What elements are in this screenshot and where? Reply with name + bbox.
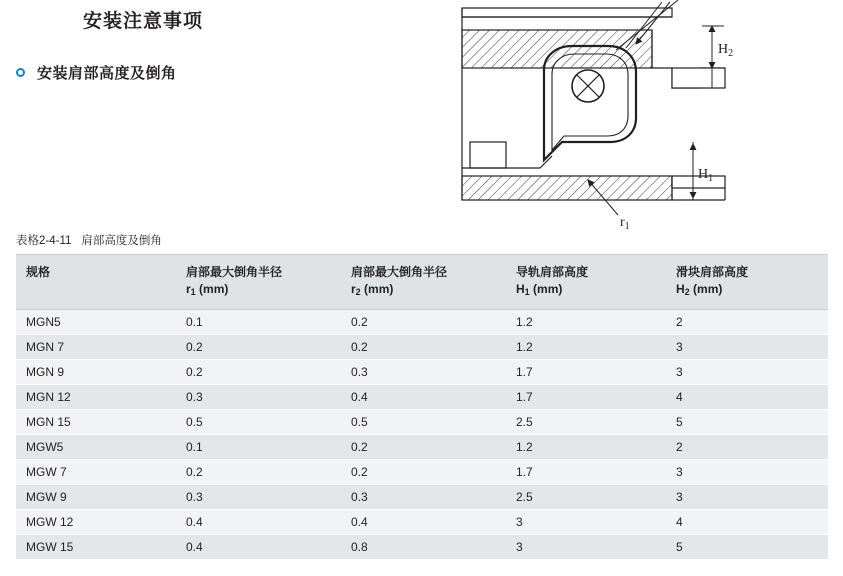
cell-h1: 1.7 <box>506 359 666 384</box>
cell-h1: 3 <box>506 509 666 534</box>
table-caption <box>16 232 162 248</box>
cell-h1: 2.5 <box>506 409 666 434</box>
table-row <box>16 509 828 534</box>
cell-h2: 3 <box>666 459 828 484</box>
table-row <box>16 434 828 459</box>
h2-label: $H_2$ <box>718 42 734 59</box>
cell-h1: 1.2 <box>506 434 666 459</box>
cell-spec: MGN 7 <box>16 334 176 359</box>
cell-h2: 4 <box>666 509 828 534</box>
cell-spec: MGN 12 <box>16 384 176 409</box>
table-row <box>16 409 828 434</box>
section-heading <box>16 62 177 83</box>
cell-spec: MGW 12 <box>16 509 176 534</box>
cell-r1: 0.4 <box>176 509 341 534</box>
cell-h2: 2 <box>666 434 828 459</box>
cell-h2: 5 <box>666 534 828 559</box>
cell-h1: 1.2 <box>506 334 666 359</box>
table-row <box>16 334 828 359</box>
cell-r1: 0.5 <box>176 409 341 434</box>
table-header-row <box>16 255 828 310</box>
cell-h2: 5 <box>666 409 828 434</box>
cell-r2: 0.2 <box>341 309 506 334</box>
table-row <box>16 309 828 334</box>
cell-r2: 0.2 <box>341 334 506 359</box>
cell-r1: 0.2 <box>176 334 341 359</box>
cell-h2: 3 <box>666 359 828 384</box>
cell-r2: 0.3 <box>341 359 506 384</box>
cell-r1: 0.2 <box>176 459 341 484</box>
table-caption-id: 表格2-4-11 <box>16 235 72 247</box>
table-row <box>16 484 828 509</box>
cell-h2: 3 <box>666 484 828 509</box>
cell-r2: 0.5 <box>341 409 506 434</box>
cell-h2: 4 <box>666 384 828 409</box>
page-title: 安装注意事项 <box>83 11 204 32</box>
cell-r1: 0.1 <box>176 309 341 334</box>
cell-spec: MGW 15 <box>16 534 176 559</box>
table-row <box>16 384 828 409</box>
cell-r2: 0.8 <box>341 534 506 559</box>
cell-h1: 2.5 <box>506 484 666 509</box>
cell-spec: MGW5 <box>16 434 176 459</box>
cell-r2: 0.4 <box>341 509 506 534</box>
cell-spec: MGW 7 <box>16 459 176 484</box>
circle-bullet-icon <box>16 68 25 77</box>
cell-r2: 0.2 <box>341 434 506 459</box>
cell-spec: MGN5 <box>16 309 176 334</box>
cell-h1: 1.7 <box>506 459 666 484</box>
column-header-h2: 滑块肩部高度 $H_2$ (mm) <box>666 255 828 310</box>
cell-r1: 0.3 <box>176 384 341 409</box>
cell-h1: 3 <box>506 534 666 559</box>
cell-r2: 0.3 <box>341 484 506 509</box>
r1-label: $r_1$ <box>620 215 630 232</box>
cell-r2: 0.2 <box>341 459 506 484</box>
cell-h1: 1.7 <box>506 384 666 409</box>
shoulder-height-chamfer-table <box>16 254 828 560</box>
cell-h2: 3 <box>666 334 828 359</box>
table-row <box>16 459 828 484</box>
cell-r1: 0.4 <box>176 534 341 559</box>
column-header-spec: 规格 <box>16 255 176 310</box>
column-header-r1: 肩部最大倒角半径 $r_1$ (mm) <box>176 255 341 310</box>
cell-r2: 0.4 <box>341 384 506 409</box>
cell-spec: MGN 9 <box>16 359 176 384</box>
table-row <box>16 359 828 384</box>
cell-spec: MGW 9 <box>16 484 176 509</box>
cell-h2: 2 <box>666 309 828 334</box>
cell-spec: MGN 15 <box>16 409 176 434</box>
cell-r1: 0.2 <box>176 359 341 384</box>
table-row <box>16 534 828 559</box>
section-heading-label: 安装肩部高度及倒角 <box>37 65 177 82</box>
table-caption-text: 肩部高度及倒角 <box>81 235 162 247</box>
column-header-h1: 导轨肩部高度 $H_1$ (mm) <box>506 255 666 310</box>
cell-r1: 0.1 <box>176 434 341 459</box>
column-header-r2: 肩部最大倒角半径 $r_2$ (mm) <box>341 255 506 310</box>
h1-label: $H_1$ <box>698 167 714 184</box>
cell-r1: 0.3 <box>176 484 341 509</box>
shoulder-height-chamfer-diagram <box>440 0 840 240</box>
cell-h1: 1.2 <box>506 309 666 334</box>
